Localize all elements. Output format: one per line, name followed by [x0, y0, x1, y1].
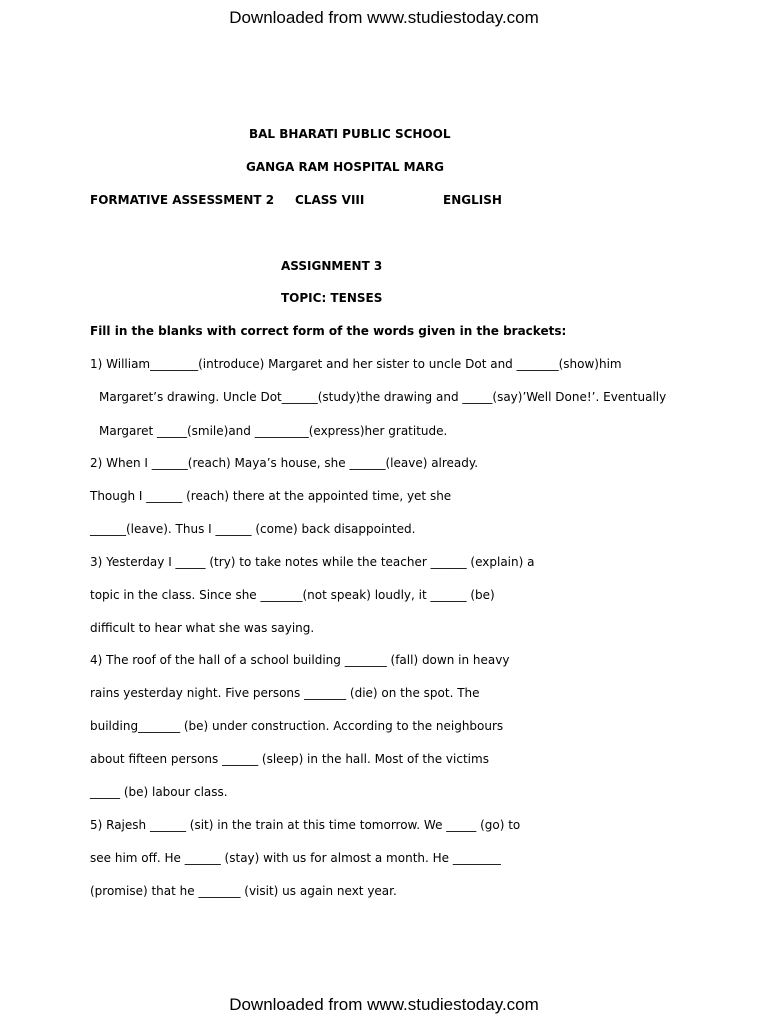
exercise-line: 4) The roof of the hall of a school building _______ (fall) down in heavy	[90, 653, 510, 667]
exercise-line: see him off. He ______ (stay) with us for almost a month. He ________	[90, 851, 501, 865]
exercise-line: topic in the class. Since she _______(not speak) loudly, it ______ (be)	[90, 588, 495, 602]
exercise-line: 2) When I ______(reach) Maya’s house, she ______(leave) already.	[90, 456, 479, 470]
download-banner-bottom: Downloaded from www.studiestoday.com	[229, 995, 539, 1014]
class-label: CLASS VIII	[295, 193, 365, 207]
exercise-line: rains yesterday night. Five persons _______ (die) on the spot. The	[90, 686, 480, 700]
assignment-title: ASSIGNMENT 3	[281, 259, 383, 273]
exercise-line: 5) Rajesh ______ (sit) in the train at this time tomorrow. We _____ (go) to	[90, 818, 521, 832]
exercise-line: 3) Yesterday I _____ (try) to take notes while the teacher ______ (explain) a	[90, 555, 535, 569]
exercise-line: (promise) that he _______ (visit) us again next year.	[90, 884, 397, 898]
exercise-line: about fifteen persons ______ (sleep) in the hall. Most of the victims	[90, 752, 489, 766]
school-name: BAL BHARATI PUBLIC SCHOOL	[249, 127, 451, 141]
subject-label: ENGLISH	[443, 193, 502, 207]
school-address: GANGA RAM HOSPITAL MARG	[246, 160, 444, 174]
exercise-line: building_______ (be) under construction. According to the neighbours	[90, 719, 504, 733]
exercise-line: Margaret’s drawing. Uncle Dot______(study)the drawing and _____(say)’Well Done!’. Eventually	[99, 390, 667, 404]
exercise-line: difficult to hear what she was saying.	[90, 621, 315, 635]
download-banner-top: Downloaded from www.studiestoday.com	[229, 8, 539, 27]
exercise-line: 1) William________(introduce) Margaret and her sister to uncle Dot and _______(show)him	[90, 357, 622, 371]
assessment-title: FORMATIVE ASSESSMENT 2	[90, 193, 275, 207]
exercise-line: _____ (be) labour class.	[90, 785, 228, 799]
topic-title: TOPIC: TENSES	[281, 291, 383, 305]
exercise-line: ______(leave). Thus I ______ (come) back disappointed.	[90, 522, 416, 536]
exercise-line: Though I ______ (reach) there at the appointed time, yet she	[90, 489, 452, 503]
instruction: Fill in the blanks with correct form of the words given in the brackets:	[90, 324, 567, 338]
exercise-line: Margaret _____(smile)and _________(express)her gratitude.	[99, 424, 448, 438]
